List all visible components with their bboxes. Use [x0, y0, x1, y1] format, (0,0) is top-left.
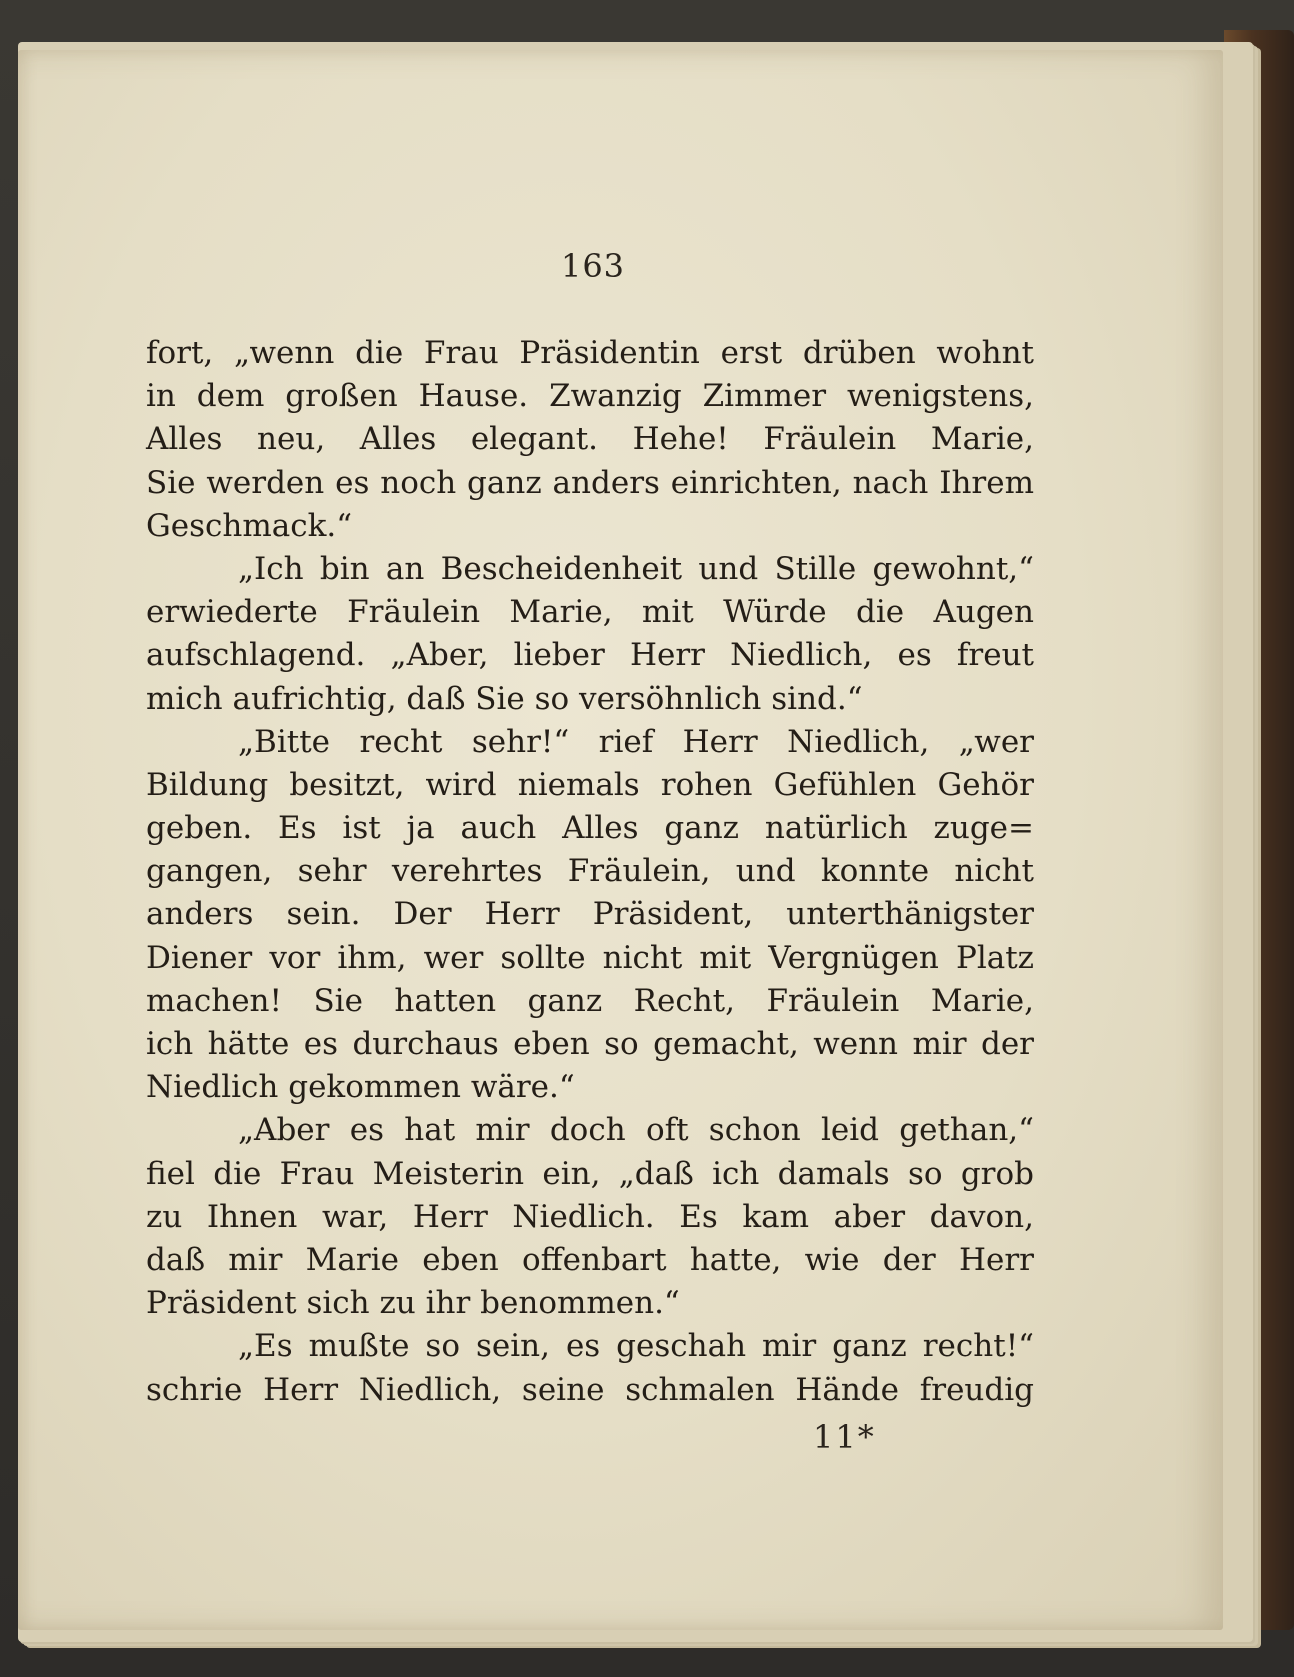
text-line: aufschlagend. „Aber, lieber Herr Niedlich, es freut: [146, 637, 1034, 674]
text-line: machen! Sie hatten ganz Recht, Fräulein Marie,: [146, 982, 1034, 1019]
text-line: „Aber es hat mir doch oft schon leid gethan,“: [238, 1112, 1034, 1149]
text-line: in dem großen Hause. Zwanzig Zimmer wenigstens,: [146, 378, 1034, 415]
text-line: Alles neu, Alles elegant. Hehe! Fräulein Marie,: [146, 421, 1034, 458]
paper-page: [18, 50, 1223, 1630]
text-line: „Bitte recht sehr!“ rief Herr Niedlich, „wer: [238, 723, 1034, 760]
text-line: Bildung besitzt, wird niemals rohen Gefühlen Gehör: [146, 766, 1034, 803]
text-line: geben. Es ist ja auch Alles ganz natürlich zuge=: [146, 810, 1034, 847]
text-line: anders sein. Der Herr Präsident, unterthänigster: [146, 896, 1034, 933]
text-line: Geschmack.“: [146, 507, 353, 544]
text-line: erwiederte Fräulein Marie, mit Würde die Augen: [146, 594, 1034, 631]
body-text: [146, 332, 1034, 1412]
text-line: fort, „wenn die Frau Präsidentin erst drüben wohnt: [146, 335, 1034, 371]
text-line: Diener vor ihm, wer sollte nicht mit Vergnügen Platz: [146, 939, 1034, 976]
text-line: schrie Herr Niedlich, seine schmalen Hände freudig: [146, 1371, 1034, 1408]
text-line: daß mir Marie eben offenbart hatte, wie der Herr: [146, 1241, 1034, 1278]
text-line: Niedlich gekommen wäre.“: [146, 1069, 575, 1106]
text-line: ich hätte es durchaus eben so gemacht, wenn mir der: [146, 1026, 1034, 1062]
text-line: mich aufrichtig, daß Sie so versöhnlich sind.“: [146, 680, 863, 717]
text-line: fiel die Frau Meisterin ein, „daß ich damals so grob: [146, 1155, 1034, 1192]
text-line: Präsident sich zu ihr benommen.“: [146, 1285, 680, 1322]
text-line: gangen, sehr verehrtes Fräulein, und konnte nicht: [146, 853, 1034, 890]
text-line: „Es mußte so sein, es geschah mir ganz recht!“: [238, 1328, 1034, 1365]
text-line: zu Ihnen war, Herr Niedlich. Es kam aber davon,: [146, 1198, 1034, 1235]
sheet-signature: 11*: [813, 1418, 876, 1456]
text-line: „Ich bin an Bescheidenheit und Stille gewohnt,“: [238, 550, 1034, 587]
page-number: 163: [560, 247, 626, 285]
text-line: Sie werden es noch ganz anders einrichten, nach Ihrem: [146, 464, 1034, 501]
